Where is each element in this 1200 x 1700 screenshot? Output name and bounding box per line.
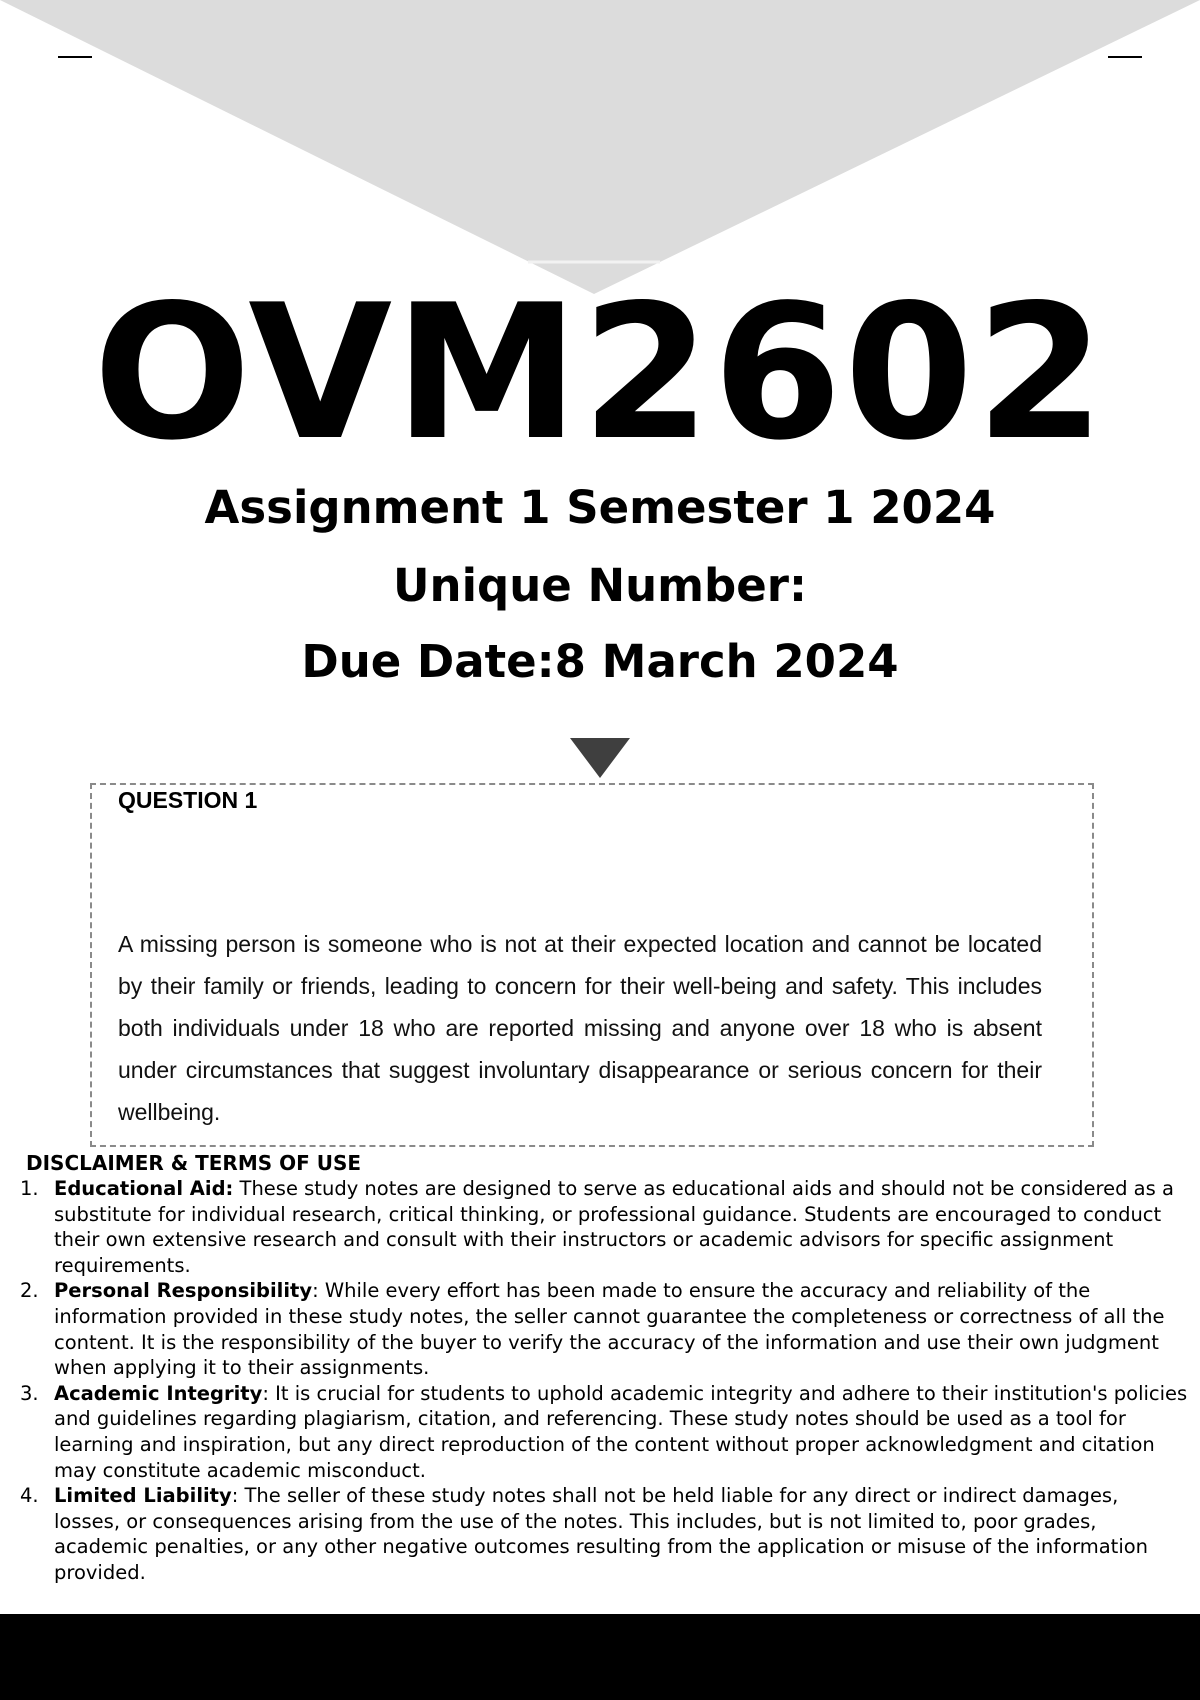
- disclaimer-title: DISCLAIMER & TERMS OF USE: [26, 1151, 362, 1175]
- disclaimer-item: [20, 1176, 1190, 1278]
- disclaimer-item-term: Personal Responsibility: [54, 1279, 313, 1303]
- disclaimer-item-text: : The seller of these study notes shall not be held liable for any direct or indirect damages, losses, or consequences arising from the use of the notes. This includes, but is not limited to, poor grades, academic penalties, or any other negative outcomes resulting from the application or misuse of the information provided.: [54, 1484, 1149, 1584]
- disclaimer-item-text: : While every effort has been made to ensure the accuracy and reliability of the information provided in these study notes, the seller cannot guarantee the completeness or correctness of all the content. It is the responsibility of the buyer to verify the accuracy of the information and use their own judgment when applying it to their assignments.: [54, 1279, 1165, 1380]
- disclaimer-item-text: These study notes are designed to serve as educational aids and should not be considered as a substitute for individual research, critical thinking, or professional guidance. Students are encouraged to conduct their own extensive research and consult with their instructors or academic advisors for specific assignment requirements.: [54, 1177, 1174, 1277]
- bottom-black-bar: [0, 1614, 1200, 1700]
- top-right-rule: [1108, 56, 1142, 58]
- disclaimer-item: [20, 1483, 1190, 1585]
- question-preview-box: [90, 783, 1094, 1147]
- top-left-rule: [58, 56, 92, 58]
- down-triangle-icon: [570, 738, 630, 778]
- unique-number-label: Unique Number:: [393, 559, 807, 612]
- disclaimer-item-number: 1.: [20, 1177, 39, 1200]
- disclaimer-item: [20, 1278, 1190, 1380]
- disclaimer-item-number: 2.: [20, 1279, 39, 1303]
- disclaimer-item-term: Academic Integrity: [54, 1381, 263, 1405]
- chevron-shape: [0, 0, 1200, 294]
- disclaimer-item-term: Educational Aid:: [54, 1177, 234, 1200]
- disclaimer-item-number: 3.: [20, 1381, 39, 1405]
- disclaimer-item: [20, 1381, 1190, 1483]
- disclaimer-item-term: Limited Liability: [54, 1484, 232, 1508]
- course-code-title: OVM2602: [93, 264, 1107, 481]
- assignment-subtitle: Assignment 1 Semester 1 2024: [204, 481, 996, 534]
- disclaimer-item-number: 4.: [20, 1484, 39, 1508]
- due-date-label: Due Date:8 March 2024: [301, 635, 899, 688]
- question-text: A missing person is someone who is not at their expected location and cannot be located by their family or friends, leading to concern for their well-being and safety. This includes both individuals under 18 who are reported missing and anyone over 18 who is absent under circumstances that suggest involuntary disappearance or serious concern for their wellbeing.: [118, 931, 1042, 1125]
- question-heading: QUESTION 1: [118, 787, 258, 813]
- decorative-chevron-banner: [0, 0, 1200, 300]
- disclaimer-list: [20, 1176, 1190, 1586]
- disclaimer-item-text: : It is crucial for students to uphold academic integrity and adhere to their institution's policies and guidelines regarding plagiarism, citation, and referencing. These study notes should be used as a tool for learning and inspiration, but any direct reproduction of the content without proper acknowledgment and citation may constitute academic misconduct.: [54, 1381, 1188, 1482]
